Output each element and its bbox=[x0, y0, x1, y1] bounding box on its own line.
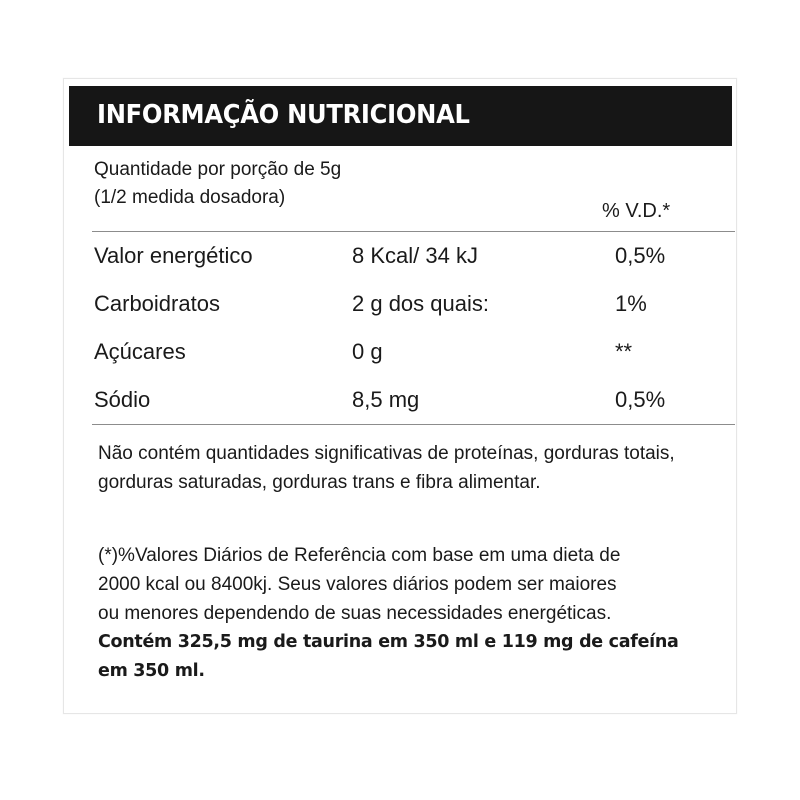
nutrient-name: Sódio bbox=[94, 387, 151, 412]
nutrient-amount: 8 Kcal/ 34 kJ bbox=[352, 243, 478, 268]
reference-line-3: ou menores dependendo de suas necessidades energéticas. bbox=[98, 603, 612, 624]
table-bottom-rule bbox=[92, 424, 735, 425]
reference-line-1: (*)%Valores Diários de Referência com base em uma dieta de bbox=[98, 545, 621, 566]
title-bar bbox=[69, 86, 732, 146]
nutrient-amount: 0 g bbox=[352, 339, 383, 364]
reference-line-2: 2000 kcal ou 8400kj. Seus valores diários podem ser maiores bbox=[98, 574, 617, 595]
insignificant-amounts-note bbox=[98, 439, 718, 497]
reference-values-note bbox=[98, 541, 718, 686]
panel-title: INFORMAÇÃO NUTRICIONAL bbox=[97, 100, 470, 130]
nutrition-facts-panel bbox=[63, 78, 737, 714]
nutrient-name: Carboidratos bbox=[94, 291, 220, 316]
contains-line-2: em 350 ml. bbox=[98, 661, 205, 681]
table-row bbox=[64, 328, 738, 376]
nutrient-daily-value: 1% bbox=[615, 291, 647, 316]
nutrient-daily-value: 0,5% bbox=[615, 387, 666, 412]
contains-line-1: Contém 325,5 mg de taurina em 350 ml e 119 mg de cafeína bbox=[98, 632, 679, 652]
nutrient-daily-value: ** bbox=[615, 339, 633, 364]
insignificant-amounts-text: Não contém quantidades significativas de proteínas, gorduras totais, gorduras saturadas, gorduras trans e fibra alimentar. bbox=[98, 443, 675, 493]
serving-size: Quantidade por porção de 5g bbox=[94, 159, 342, 180]
nutrient-name: Açúcares bbox=[94, 339, 186, 364]
nutrient-amount: 2 g dos quais: bbox=[352, 291, 489, 316]
daily-value-header: % V.D.* bbox=[602, 200, 671, 222]
table-row bbox=[64, 280, 738, 328]
nutrient-name: Valor energético bbox=[94, 243, 253, 268]
table-row bbox=[64, 376, 738, 424]
serving-measure: (1/2 medida dosadora) bbox=[94, 187, 286, 208]
nutrient-amount: 8,5 mg bbox=[352, 387, 420, 412]
table-row bbox=[64, 232, 738, 280]
nutrient-daily-value: 0,5% bbox=[615, 243, 666, 268]
